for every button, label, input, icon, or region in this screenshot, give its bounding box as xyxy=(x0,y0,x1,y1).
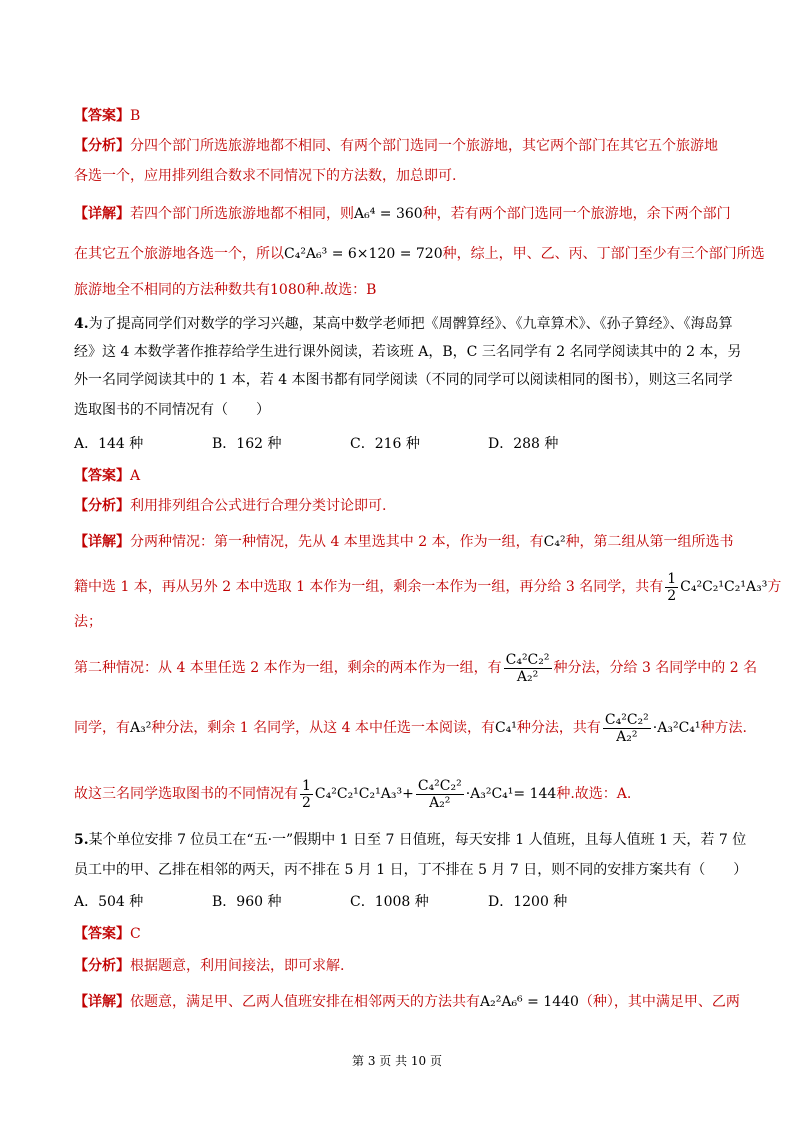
detail-tag: 【详解】 xyxy=(74,994,130,1010)
q5-option-b: B．960 种 xyxy=(212,894,282,910)
question-number: 4. xyxy=(74,316,89,332)
q5-option-d: D．1200 种 xyxy=(488,894,568,910)
q5-option-a: A．504 种 xyxy=(74,894,144,910)
q4-detail-line-4: 第二种情况：从 4 本里任选 2 本作为一组，剩余的两本作为一组，有 $\frac{\text{C₄²C₂²}}{\text{A₂²}}$ 种分法，分给 3 名同学中的 2 名 xyxy=(74,651,758,685)
q4-stem-line-2: 经》这 4 本数学著作推荐给学生进行课外阅读，若该班 A，B，C 三名同学有 2 名同学阅读其中的 2 本，另 xyxy=(74,344,742,360)
q3-detail-line-3: 旅游地全不相同的方法种数共有1080种.故选：B xyxy=(74,282,377,298)
fraction-c-over-a: $\frac{\text{C₄²C₂²}}{\text{A₂²}}$ xyxy=(604,711,649,745)
q4-analysis-line: 【分析】利用排列组合公式进行合理分类讨论即可. xyxy=(74,498,387,514)
q5-detail-line-1: 【详解】依题意，满足甲、乙两人值班安排在相邻两天的方法共有A₂²A₆⁶ = 1440（种），其中满足甲、乙两 xyxy=(74,994,740,1010)
q5-option-c: C．1008 种 xyxy=(350,894,429,910)
fraction-half: $\frac{1}{2}$ xyxy=(667,570,677,604)
page-footer: 第 3 页 共 10 页 xyxy=(352,1054,442,1068)
q4-detail-line-6: 故这三名同学选取图书的不同情况有 $\frac{1}{2}$ C₄²C₂¹C₂¹A₃³+ $\frac{\text{C₄²C₂²}}{\text{A₂²}}$ ·A₃²C₄¹= 144种.故选：A. xyxy=(74,777,632,811)
detail-tag: 【详解】 xyxy=(74,206,130,222)
q4-stem-line-4: 选取图书的不同情况有（ ） xyxy=(74,402,270,418)
formula: A₃² xyxy=(130,720,152,736)
formula: C₄²C₂¹C₂¹A₃³ xyxy=(680,579,768,595)
q4-option-b: B．162 种 xyxy=(212,436,282,452)
formula: C₄²C₂¹C₂¹A₃³ xyxy=(314,786,403,802)
detail-tag: 【详解】 xyxy=(74,534,130,550)
q3-detail-line-2: 在其它五个旅游地各选一个，所以C₄²A₆³ = 6×120 = 720种，综上，甲、乙、丙、丁部门至少有三个部门所选 xyxy=(74,246,765,262)
fraction-c-over-a: $\frac{\text{C₄²C₂²}}{\text{A₂²}}$ xyxy=(417,777,462,811)
q4-detail-line-5: 同学，有A₃²种分法，剩余 1 名同学，从这 4 本中任选一本阅读，有C₄¹种分法，共有 $\frac{\text{C₄²C₂²}}{\text{A₂²}}$ ·A₃²C₄¹种方法. xyxy=(74,711,747,745)
analysis-tag: 【分析】 xyxy=(74,498,130,514)
q4-answer-line xyxy=(74,466,140,486)
answer-value: C xyxy=(130,926,141,942)
q3-detail-line-1: 【详解】若四个部门所选旅游地都不相同，则A₆⁴ = 360种，若有两个部门选同一个旅游地，余下两个部门 xyxy=(74,206,731,222)
q5-answer-line xyxy=(74,924,141,944)
analysis-tag: 【分析】 xyxy=(74,138,130,154)
q3-analysis-line-2: 各选一个，应用排列组合数求不同情况下的方法数，加总即可. xyxy=(74,168,457,184)
plus-sign: + xyxy=(402,786,414,802)
q3-analysis-line-1: 【分析】分四个部门所选旅游地都不相同、有两个部门选同一个旅游地，其它两个部门在其它五个旅游地 xyxy=(74,138,718,154)
answer-value: A xyxy=(130,468,141,484)
question-number: 5. xyxy=(74,832,89,848)
fraction-half: $\frac{1}{2}$ xyxy=(302,777,311,811)
formula: C₄¹ xyxy=(494,720,517,736)
q5-stem-line-2: 员工中的甲、乙排在相邻的两天，丙不排在 5 月 1 日，丁不排在 5 月 7 日，则不同的安排方案共有（ ） xyxy=(74,862,748,878)
q4-detail-line-2: 籍中选 1 本，再从另外 2 本中选取 1 本作为一组，剩余一本作为一组，再分给 3 名同学，共有 $\frac{1}{2}$ C₄²C₂¹C₂¹A₃³方 xyxy=(74,570,782,604)
formula: C₄²A₆³ = 6×120 = 720 xyxy=(284,246,443,262)
formula: A₆⁴ = 360 xyxy=(354,206,423,222)
q4-detail-line-3: 法； xyxy=(74,614,102,630)
q4-stem-line-1: 4.为了提高同学们对数学的学习兴趣，某高中数学老师把《周髀算经》、《九章算术》、《孙子算经》、《海岛算 xyxy=(74,316,733,332)
formula: C₄² xyxy=(543,534,566,550)
formula: = 144 xyxy=(513,786,557,802)
answer-tag: 【答案】 xyxy=(74,468,130,484)
answer-tag: 【答案】 xyxy=(74,926,130,942)
fraction-c-over-a: $\frac{\text{C₄²C₂²}}{\text{A₂²}}$ xyxy=(505,651,550,685)
analysis-tag: 【分析】 xyxy=(74,958,130,974)
q3-answer-line xyxy=(74,106,140,126)
q5-stem-line-1: 5.某个单位安排 7 位员工在“五·一”假期中 1 日至 7 日值班，每天安排 1 人值班，且每人值班 1 天，若 7 位 xyxy=(74,832,747,848)
q4-detail-line-1: 【详解】分两种情况：第一种情况，先从 4 本里选其中 2 本，作为一组，有C₄²种，第二组从第一组所选书 xyxy=(74,534,734,550)
formula: ·A₃²C₄¹ xyxy=(652,720,701,736)
q4-option-c: C．216 种 xyxy=(350,436,420,452)
q4-option-d: D．288 种 xyxy=(488,436,559,452)
q4-stem-line-3: 外一名同学阅读其中的 1 本，若 4 本图书都有同学阅读（不同的同学可以阅读相同的图书），则这三名同学 xyxy=(74,372,733,388)
q5-analysis-line: 【分析】根据题意，利用间接法，即可求解. xyxy=(74,958,345,974)
formula: ·A₃²C₄¹ xyxy=(465,786,514,802)
answer-tag: 【答案】 xyxy=(74,108,130,124)
formula: A₂²A₆⁶ = 1440 xyxy=(480,994,579,1010)
answer-value: B xyxy=(130,108,141,124)
q4-option-a: A．144 种 xyxy=(74,436,144,452)
